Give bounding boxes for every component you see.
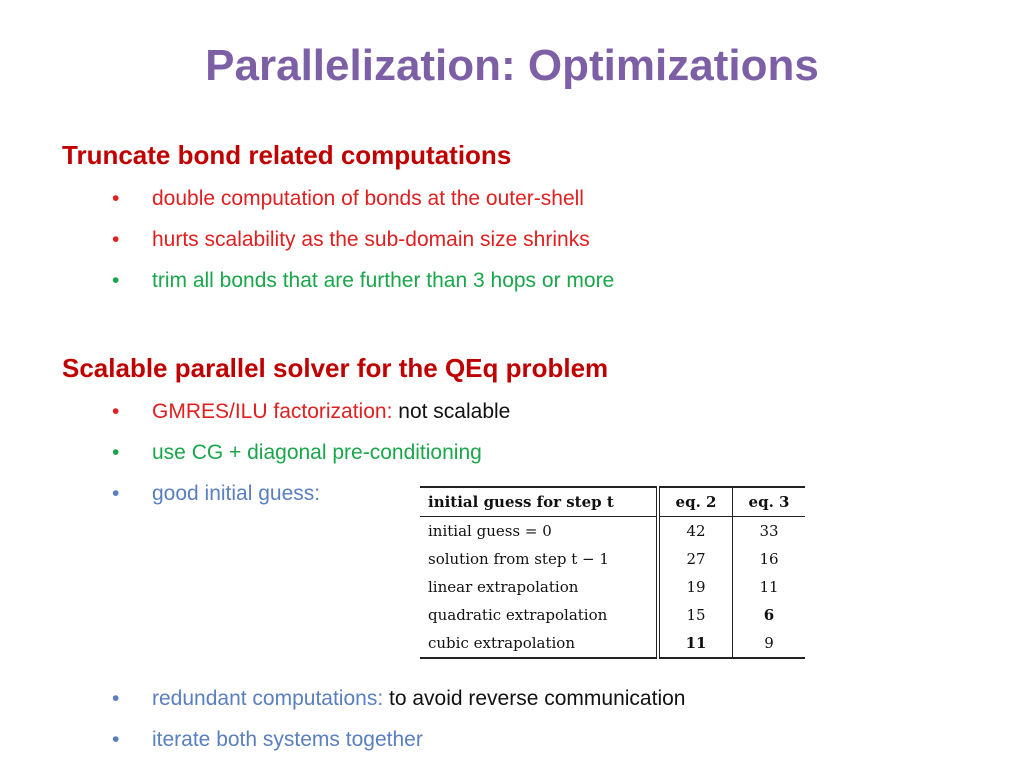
table-row [420,545,805,573]
section-heading-truncate-bonds: Truncate bond related computations [62,140,512,170]
bullet-cg-diagonal [112,438,482,468]
table-header-cell: initial guess for step t [420,487,658,517]
table-row [420,517,805,546]
section-heading-parallel-solver: Scalable parallel solver for the QEq problem [62,353,609,383]
table-cell: 42 [658,517,733,546]
bullet-text-plain: not scalable [398,400,511,423]
bullet-text: hurts scalability as the sub-domain size shrinks [152,228,590,251]
bullet-initial-guess [112,479,320,509]
bullet-redundant-computations [112,684,685,714]
bullet-text: double computation of bonds at the outer-shell [152,187,584,210]
bullet-iterate-both [112,725,423,755]
table-cell: solution from step t − 1 [420,545,658,573]
table-row [420,629,805,658]
bullet-dot-icon: • [112,187,120,210]
bullet-double-computation [112,184,584,214]
bullet-dot-icon: • [112,400,120,423]
bullet-dot-icon: • [112,441,120,464]
bullet-text-plain: to avoid reverse communication [389,687,686,710]
initial-guess-table [420,486,805,659]
table-cell: 11 [658,629,733,658]
table-row [420,573,805,601]
table-cell: 15 [658,601,733,629]
bullet-dot-icon: • [112,728,120,751]
bullet-gmres-ilu [112,397,510,427]
bullet-text: GMRES/ILU factorization: [152,400,393,423]
bullet-text: trim all bonds that are further than 3 hops or more [152,269,615,292]
table-cell: 27 [658,545,733,573]
table-header-row [420,487,805,517]
bullet-text: good initial guess: [152,482,321,505]
bullet-dot-icon: • [112,269,120,292]
bullet-text: use CG + diagonal pre-conditioning [152,441,482,464]
bullet-dot-icon: • [112,482,120,505]
table-cell: 33 [759,522,779,540]
bullet-dot-icon: • [112,687,120,710]
table-cell: 6 [763,606,775,624]
table-cell: cubic extrapolation [420,629,658,658]
table-cell: quadratic extrapolation [420,601,658,629]
table-cell: initial guess = 0 [420,517,658,546]
bullet-text: iterate both systems together [152,728,423,751]
table-row [420,601,805,629]
table-cell: linear extrapolation [420,573,658,601]
table-cell: 11 [759,578,779,596]
table-cell: 9 [764,634,774,652]
table-cell: 19 [658,573,733,601]
bullet-trim-bonds [112,266,614,296]
slide-title: Parallelization: Optimizations [205,41,819,90]
bullet-hurts-scalability [112,225,590,255]
table-header-cell: eq. 3 [748,493,790,511]
table-cell: 16 [759,550,779,568]
bullet-dot-icon: • [112,228,120,251]
table-header-cell: eq. 2 [658,487,733,517]
bullet-text: redundant computations: [152,687,384,710]
